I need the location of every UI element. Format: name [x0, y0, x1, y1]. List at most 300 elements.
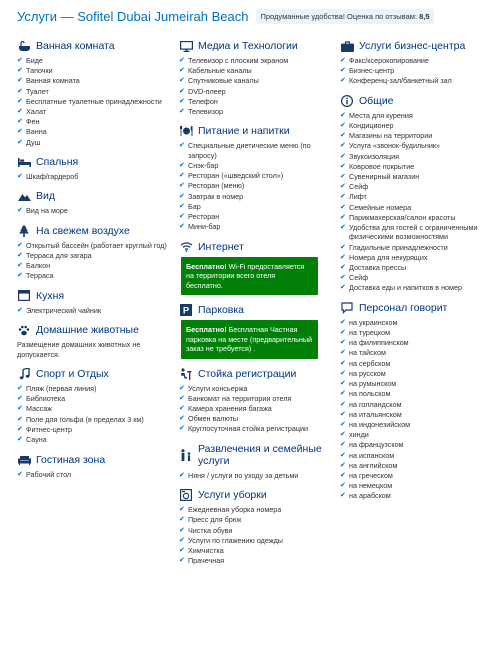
check-icon: ✔: [17, 57, 23, 64]
section-title: Гостиная зона: [36, 453, 106, 466]
music-icon: [17, 368, 31, 380]
section-kitchen: [17, 290, 167, 315]
check-icon: ✔: [340, 122, 346, 130]
check-icon: ✔: [340, 410, 346, 418]
facility-item: [340, 131, 485, 140]
facility-item: [340, 338, 485, 347]
facility-label: Ресторан («шведский стол»): [188, 171, 284, 181]
facility-item: [17, 435, 167, 444]
facility-label: Удобства для гостей с ограниченными физическими возможностями: [349, 223, 478, 242]
section-music: [17, 368, 167, 444]
facility-item: [179, 526, 329, 535]
svg-text:P: P: [182, 305, 190, 317]
facility-item: [179, 161, 329, 170]
facility-item: [340, 328, 485, 337]
score-value: 8,5: [419, 11, 430, 21]
facility-item: [340, 420, 485, 429]
facility-item: [179, 192, 329, 201]
facility-item: [17, 261, 167, 270]
facility-item: [179, 66, 329, 75]
facility-item: [17, 172, 167, 181]
facility-label: Терраса для загара: [26, 251, 92, 261]
facility-label: DVD-плеер: [188, 86, 226, 96]
facility-label: на немецком: [349, 481, 393, 491]
facility-item: [340, 461, 485, 470]
facility-item: [340, 66, 485, 75]
section-header: [17, 454, 167, 466]
check-icon: ✔: [17, 108, 23, 116]
parking-icon: [179, 304, 193, 316]
check-icon: ✔: [17, 405, 23, 413]
facility-label: Телефон: [188, 96, 218, 106]
section-title: Парковка: [198, 304, 245, 317]
facility-item: [17, 66, 167, 75]
facility-label: Чистка обуви: [188, 525, 233, 535]
facility-item: [179, 505, 329, 514]
facility-label: Биде: [26, 56, 43, 65]
check-icon: ✔: [340, 203, 346, 211]
facility-item: [17, 87, 167, 96]
facility-label: Банкомат на территории отеля: [188, 393, 292, 403]
section-tree: [17, 225, 167, 281]
check-icon: ✔: [17, 77, 23, 85]
facility-item: [179, 97, 329, 106]
family-icon: [179, 449, 193, 461]
facility-item: [179, 222, 329, 231]
check-icon: ✔: [340, 420, 346, 428]
facility-list: [17, 241, 167, 281]
facility-list: [340, 111, 485, 293]
free-label: Бесплатно!: [186, 325, 227, 335]
check-icon: ✔: [179, 57, 185, 64]
facility-item: [17, 470, 167, 479]
check-icon: ✔: [17, 128, 23, 136]
check-icon: ✔: [179, 172, 185, 180]
facility-item: [17, 415, 167, 424]
section-title: Персонал говорит: [359, 301, 448, 314]
check-icon: ✔: [17, 385, 23, 393]
facility-item: [340, 348, 485, 357]
facility-label: на арабском: [349, 491, 391, 501]
facility-list: [179, 505, 329, 565]
section-title: Питание и напитки: [198, 125, 290, 138]
facility-label: на итальянском: [349, 409, 402, 419]
facility-label: Камера хранения багажа: [188, 404, 272, 414]
facility-label: на украинском: [349, 317, 398, 327]
kitchen-icon: [17, 290, 31, 302]
check-icon: ✔: [340, 264, 346, 272]
check-icon: ✔: [340, 318, 346, 326]
facility-item: [17, 271, 167, 280]
check-icon: ✔: [17, 241, 23, 249]
facility-list: [179, 471, 329, 480]
facility-label: на филиппинском: [349, 338, 409, 348]
facility-label: Фитнес-центр: [26, 424, 73, 434]
facility-label: на испанском: [349, 450, 395, 460]
section-dining: [179, 125, 329, 231]
free-description: Wi-Fi предоставляется на территории всего отеля бесплатно.: [186, 261, 305, 290]
facility-item: [179, 424, 329, 433]
facility-item: [340, 273, 485, 282]
facility-label: Сейф: [349, 273, 369, 283]
check-icon: ✔: [340, 243, 346, 251]
section-info: [340, 95, 485, 293]
cleaning-icon: [179, 489, 193, 501]
facility-item: [340, 369, 485, 378]
facility-label: Доставка прессы: [349, 263, 407, 273]
facility-item: [179, 171, 329, 180]
section-title: Услуги бизнес-центра: [359, 40, 466, 52]
facility-label: Завтрак в номер: [188, 191, 244, 201]
facility-label: Мини-бар: [188, 222, 221, 232]
reception-icon: [179, 368, 193, 380]
check-icon: ✔: [340, 329, 346, 337]
section-header: [179, 241, 329, 253]
facilities-column-1: [17, 40, 167, 488]
section-note: Размещение домашних животных не допускается.: [17, 340, 141, 359]
check-icon: ✔: [340, 57, 346, 64]
section-header: [179, 489, 329, 501]
facility-item: [340, 192, 485, 201]
facility-item: [340, 121, 485, 130]
check-icon: ✔: [179, 425, 185, 433]
facility-list: [340, 318, 485, 501]
free-label: Бесплатно!: [186, 261, 227, 271]
section-bed: [17, 156, 167, 181]
facility-label: Телевизор с плоским экраном: [188, 56, 289, 65]
section-header: [179, 125, 329, 137]
check-icon: ✔: [340, 77, 346, 85]
facility-item: [179, 181, 329, 190]
facility-item: [340, 359, 485, 368]
facility-label: Рабочий стол: [26, 469, 72, 479]
facility-item: [179, 404, 329, 413]
facility-label: хинди: [349, 430, 369, 440]
facility-label: Сейф: [349, 182, 369, 192]
facility-item: [17, 107, 167, 116]
section-mountain: [17, 190, 167, 215]
check-icon: ✔: [17, 306, 23, 314]
check-icon: ✔: [179, 142, 185, 150]
facility-label: Терраса: [26, 271, 54, 281]
check-icon: ✔: [17, 470, 23, 478]
facility-list: [17, 172, 167, 181]
check-icon: ✔: [340, 461, 346, 469]
section-header: [17, 368, 167, 380]
facility-label: Ежедневная уборка номера: [188, 505, 282, 515]
facility-item: [179, 384, 329, 393]
facility-item: [17, 425, 167, 434]
check-icon: ✔: [179, 223, 185, 231]
facility-label: Сувенирный магазин: [349, 172, 420, 182]
facility-label: на румынском: [349, 379, 397, 389]
facility-label: Обмен валюты: [188, 414, 239, 424]
check-icon: ✔: [340, 142, 346, 150]
facility-label: Доставка еды и напитков в номер: [349, 283, 462, 293]
check-icon: ✔: [340, 390, 346, 398]
check-icon: ✔: [340, 451, 346, 459]
facility-item: [340, 410, 485, 419]
facility-label: на французском: [349, 440, 404, 450]
section-header: [179, 443, 329, 467]
facility-label: Услуга «звонок-будильник»: [349, 141, 441, 151]
check-icon: ✔: [340, 274, 346, 282]
facility-item: [340, 56, 485, 65]
section-title: Стойка регистрации: [198, 367, 297, 380]
facility-item: [340, 491, 485, 500]
facility-label: Фен: [26, 117, 40, 127]
facility-label: на сербском: [349, 358, 391, 368]
check-icon: ✔: [17, 395, 23, 403]
facility-item: [340, 203, 485, 212]
mountain-icon: [17, 190, 31, 202]
check-icon: ✔: [17, 272, 23, 280]
section-family: [179, 443, 329, 480]
check-icon: ✔: [340, 431, 346, 439]
check-icon: ✔: [340, 253, 346, 261]
facility-item: [179, 212, 329, 221]
facility-list: [179, 141, 329, 231]
facility-list: [17, 470, 167, 479]
facility-item: [340, 440, 485, 449]
facility-label: Няня / услуги по уходу за детьми: [188, 470, 299, 480]
facility-item: [17, 241, 167, 250]
facility-item: [17, 306, 167, 315]
check-icon: ✔: [179, 394, 185, 402]
paw-icon: [17, 324, 31, 336]
facility-item: [17, 56, 167, 65]
facility-item: [340, 111, 485, 120]
section-title: Домашние животные: [36, 324, 139, 337]
score-badge: [256, 9, 433, 24]
facility-list: [179, 384, 329, 434]
facility-item: [179, 414, 329, 423]
page-header: [17, 6, 434, 26]
facility-item: [340, 451, 485, 460]
section-title: На свежем воздухе: [36, 224, 130, 237]
page-title: Услуги — Sofitel Dubai Jumeirah Beach: [17, 8, 249, 24]
section-title: Интернет: [198, 240, 244, 253]
facility-label: Поле для гольфа (в пределах 3 км): [26, 414, 144, 424]
check-icon: ✔: [179, 384, 185, 392]
facility-item: [179, 515, 329, 524]
check-icon: ✔: [340, 162, 346, 170]
check-icon: ✔: [179, 67, 185, 75]
facility-item: [340, 253, 485, 262]
facility-label: Туалет: [26, 86, 49, 96]
facility-label: Факс/ксерокопирование: [349, 56, 429, 65]
check-icon: ✔: [179, 471, 185, 479]
check-icon: ✔: [340, 284, 346, 292]
facility-item: [179, 107, 329, 116]
facility-label: Звукоизоляция: [349, 151, 399, 161]
section-header: [340, 95, 485, 107]
facility-item: [17, 138, 167, 147]
facility-label: Ковровое покрытие: [349, 161, 415, 171]
section-title: Медиа и Технологии: [198, 40, 298, 52]
info-icon: [340, 95, 354, 107]
section-paw: [17, 324, 167, 359]
facility-item: [340, 318, 485, 327]
check-icon: ✔: [179, 77, 185, 85]
facility-label: Вид на море: [26, 206, 68, 216]
check-icon: ✔: [340, 111, 346, 119]
section-briefcase: [340, 40, 485, 86]
facility-label: на русском: [349, 368, 386, 378]
wifi-icon: [179, 241, 193, 253]
check-icon: ✔: [340, 471, 346, 479]
facility-label: на турецком: [349, 328, 391, 338]
check-icon: ✔: [179, 415, 185, 423]
facility-label: Массаж: [26, 404, 53, 414]
facility-label: Ванная комната: [26, 76, 80, 86]
check-icon: ✔: [340, 482, 346, 490]
facility-label: Тапочки: [26, 66, 53, 76]
section-speech: [340, 302, 485, 501]
section-title: Вид: [36, 190, 55, 203]
facility-label: Пляж (первая линия): [26, 384, 97, 394]
facility-item: [17, 251, 167, 260]
facility-item: [340, 379, 485, 388]
facility-label: Парикмахерская/салон красоты: [349, 212, 456, 222]
facilities-column-3: [340, 40, 485, 510]
facility-item: [179, 56, 329, 65]
bed-icon: [17, 156, 31, 168]
bath-icon: [17, 40, 31, 52]
section-header: [340, 40, 485, 52]
facility-item: [179, 76, 329, 85]
facility-list: [17, 306, 167, 315]
facility-item: [17, 76, 167, 85]
section-header: [17, 156, 167, 168]
facility-label: Специальные диетические меню (по запросу): [188, 141, 311, 160]
facility-label: Снэк-бар: [188, 161, 219, 171]
check-icon: ✔: [179, 97, 185, 105]
section-reception: [179, 368, 329, 434]
check-icon: ✔: [17, 97, 23, 105]
facility-label: Пресс для брюк: [188, 515, 242, 525]
facility-label: Халат: [26, 107, 47, 117]
facility-label: Места для курения: [349, 110, 413, 120]
facility-label: Балкон: [26, 261, 51, 271]
section-title: Спорт и Отдых: [36, 368, 109, 381]
check-icon: ✔: [340, 213, 346, 221]
facility-label: Шкаф/гардероб: [26, 172, 79, 182]
check-icon: ✔: [17, 252, 23, 260]
section-title: Услуги уборки: [198, 489, 267, 502]
section-header: [179, 368, 329, 380]
check-icon: ✔: [17, 138, 23, 146]
facility-label: Услуги консьержа: [188, 383, 248, 393]
facility-label: Лифт: [349, 192, 367, 202]
check-icon: ✔: [179, 192, 185, 200]
check-icon: ✔: [179, 87, 185, 95]
check-icon: ✔: [17, 425, 23, 433]
facility-label: Прачечная: [188, 556, 225, 566]
facility-item: [179, 394, 329, 403]
free-description: Бесплатная Частная парковка на месте (предварительный заказ не требуется) .: [186, 325, 313, 354]
check-icon: ✔: [17, 87, 23, 95]
facilities-column-2: [179, 40, 329, 575]
facility-item: [179, 471, 329, 480]
facility-item: [340, 400, 485, 409]
facility-label: Услуги по глажению одежды: [188, 535, 283, 545]
facility-label: Ресторан: [188, 212, 220, 222]
check-icon: ✔: [179, 557, 185, 565]
facility-list: [17, 56, 167, 147]
facility-item: [17, 394, 167, 403]
facility-label: на голландском: [349, 399, 402, 409]
section-sofa: [17, 454, 167, 479]
facility-item: [340, 263, 485, 272]
section-bath: [17, 40, 167, 147]
facility-label: Номера для некурящих: [349, 252, 428, 262]
facility-item: [17, 117, 167, 126]
facility-item: [17, 384, 167, 393]
tree-icon: [17, 225, 31, 237]
facility-item: [17, 127, 167, 136]
check-icon: ✔: [17, 262, 23, 270]
check-icon: ✔: [340, 152, 346, 160]
free-service-box: [181, 257, 318, 296]
section-title: Ванная комната: [36, 40, 115, 52]
check-icon: ✔: [340, 183, 346, 191]
check-icon: ✔: [17, 207, 23, 215]
facility-item: [340, 172, 485, 181]
check-icon: ✔: [17, 173, 23, 181]
check-icon: ✔: [340, 67, 346, 75]
check-icon: ✔: [340, 369, 346, 377]
facility-label: Круглосуточная стойка регистрации: [188, 424, 309, 434]
section-header: [17, 190, 167, 202]
facility-label: на греческом: [349, 470, 393, 480]
check-icon: ✔: [179, 526, 185, 534]
facility-item: [340, 471, 485, 480]
section-header: [17, 40, 167, 52]
facility-item: [179, 536, 329, 545]
facility-label: на польском: [349, 389, 391, 399]
facility-label: Сауна: [26, 435, 47, 445]
facility-label: Магазины на территории: [349, 131, 433, 141]
facility-label: Ванна: [26, 127, 47, 137]
dining-icon: [179, 125, 193, 137]
check-icon: ✔: [340, 132, 346, 140]
section-header: [179, 40, 329, 52]
facility-item: [340, 430, 485, 439]
facility-label: Электрический чайник: [26, 305, 102, 315]
check-icon: ✔: [179, 202, 185, 210]
facility-item: [179, 87, 329, 96]
section-cleaning: [179, 489, 329, 565]
sofa-icon: [17, 454, 31, 466]
facility-label: на индонезийском: [349, 419, 411, 429]
facility-item: [179, 141, 329, 160]
check-icon: ✔: [179, 213, 185, 221]
section-header: [340, 302, 485, 314]
check-icon: ✔: [340, 492, 346, 500]
briefcase-icon: [340, 40, 354, 52]
facility-label: Конференц-зал/банкетный зал: [349, 76, 452, 86]
speech-icon: [340, 302, 354, 314]
facility-item: [340, 389, 485, 398]
check-icon: ✔: [340, 224, 346, 232]
facility-list: [17, 384, 167, 444]
check-icon: ✔: [17, 118, 23, 126]
check-icon: ✔: [17, 67, 23, 75]
check-icon: ✔: [179, 506, 185, 514]
section-title: Кухня: [36, 289, 65, 302]
facility-item: [340, 76, 485, 85]
